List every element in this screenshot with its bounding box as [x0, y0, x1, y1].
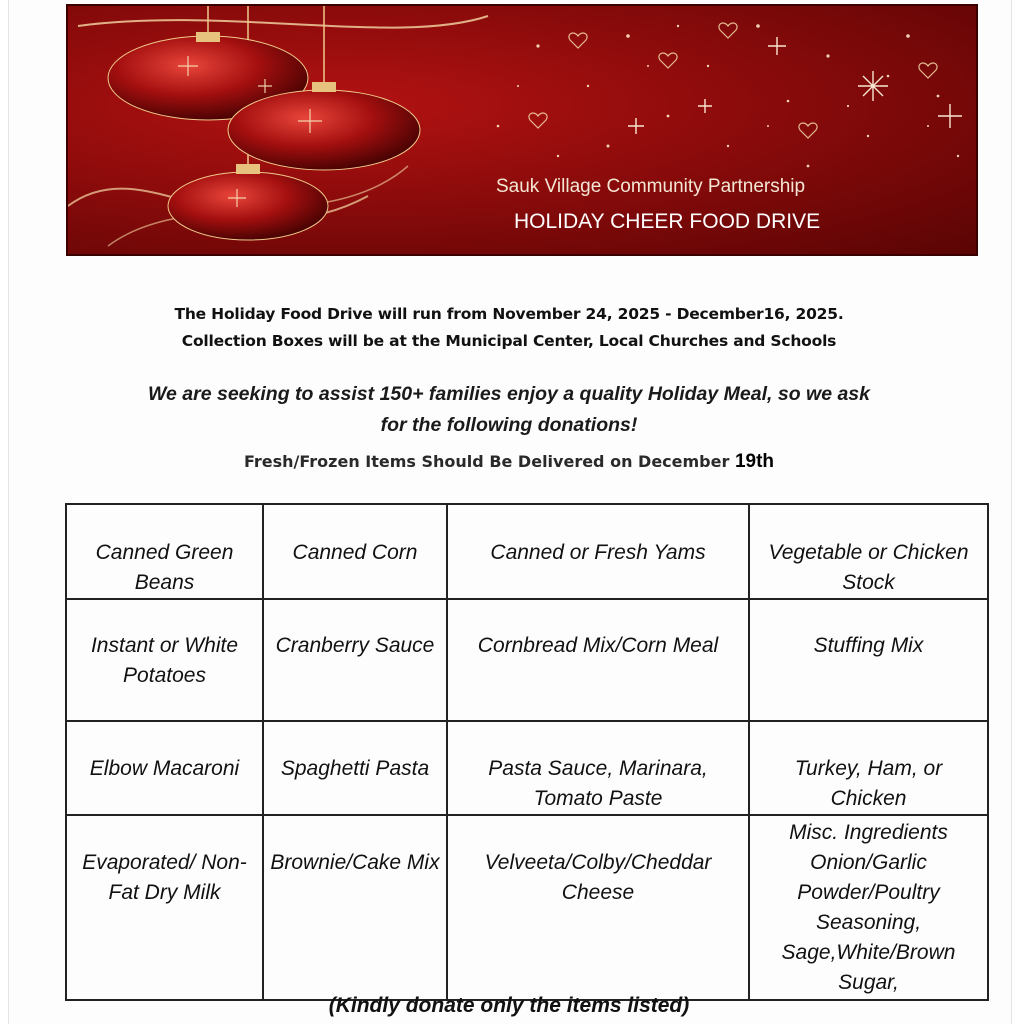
item-label: Evaporated/ Non-Fat Dry Milk — [82, 851, 247, 904]
fresh-delivery-day: 19th — [734, 451, 775, 472]
table-row — [66, 815, 988, 1000]
item-label: Pasta Sauce, Marinara, Tomato Paste — [488, 757, 708, 810]
item-label: Misc. Ingredients Onion/Garlic Powder/Poultry Seasoning, Sage,White/Brown Sugar, — [781, 821, 956, 994]
item-label: Elbow Macaroni — [89, 757, 240, 780]
table-row — [66, 599, 988, 721]
item-label: Cornbread Mix/Corn Meal — [477, 634, 719, 657]
table-cell — [263, 599, 447, 721]
table-cell — [263, 815, 447, 1000]
table-row — [66, 504, 988, 599]
table-cell — [749, 721, 988, 815]
banner-organization: Sauk Village Community Partnership — [496, 176, 806, 197]
table-cell — [263, 504, 447, 599]
item-label: Brownie/Cake Mix — [270, 851, 440, 874]
item-label: Cranberry Sauce — [275, 634, 435, 657]
item-label: Canned Corn — [292, 541, 418, 564]
table-cell — [263, 721, 447, 815]
fresh-delivery-text — [0, 451, 1018, 473]
donation-ask-line-1: We are seeking to assist 150+ families enjoy a quality Holiday Meal, so we ask — [147, 383, 870, 405]
table-cell — [749, 815, 988, 1000]
footer-note: (Kindly donate only the items listed) — [328, 994, 690, 1017]
table-cell — [447, 815, 749, 1000]
item-label: Instant or White Potatoes — [90, 634, 239, 687]
item-label: Canned or Fresh Yams — [490, 541, 706, 564]
item-label: Stuffing Mix — [813, 634, 924, 657]
table-cell — [447, 721, 749, 815]
collection-locations-text: Collection Boxes will be at the Municipal Center, Local Churches and Schools — [181, 332, 837, 350]
item-label: Vegetable or Chicken Stock — [768, 541, 969, 594]
drive-dates-text: The Holiday Food Drive will run from November 24, 2025 - December16, 2025. — [174, 305, 844, 323]
item-label: Canned Green Beans — [95, 541, 234, 594]
table-cell — [749, 599, 988, 721]
table-cell — [66, 721, 263, 815]
table-cell — [447, 599, 749, 721]
donation-ask-line-2: for the following donations! — [380, 414, 638, 436]
table-cell — [66, 815, 263, 1000]
donation-items-table — [65, 503, 989, 1001]
table-cell — [66, 599, 263, 721]
table-cell — [749, 504, 988, 599]
holiday-banner — [66, 4, 978, 256]
item-label: Turkey, Ham, or Chicken — [794, 757, 943, 810]
table-row — [66, 721, 988, 815]
item-label: Velveeta/Colby/Cheddar Cheese — [484, 851, 712, 904]
table-cell — [66, 504, 263, 599]
fresh-delivery-prefix: Fresh/Frozen Items Should Be Delivered on December — [243, 452, 730, 471]
banner-title: HOLIDAY CHEER FOOD DRIVE — [514, 210, 821, 233]
item-label: Spaghetti Pasta — [280, 757, 430, 780]
table-cell — [447, 504, 749, 599]
